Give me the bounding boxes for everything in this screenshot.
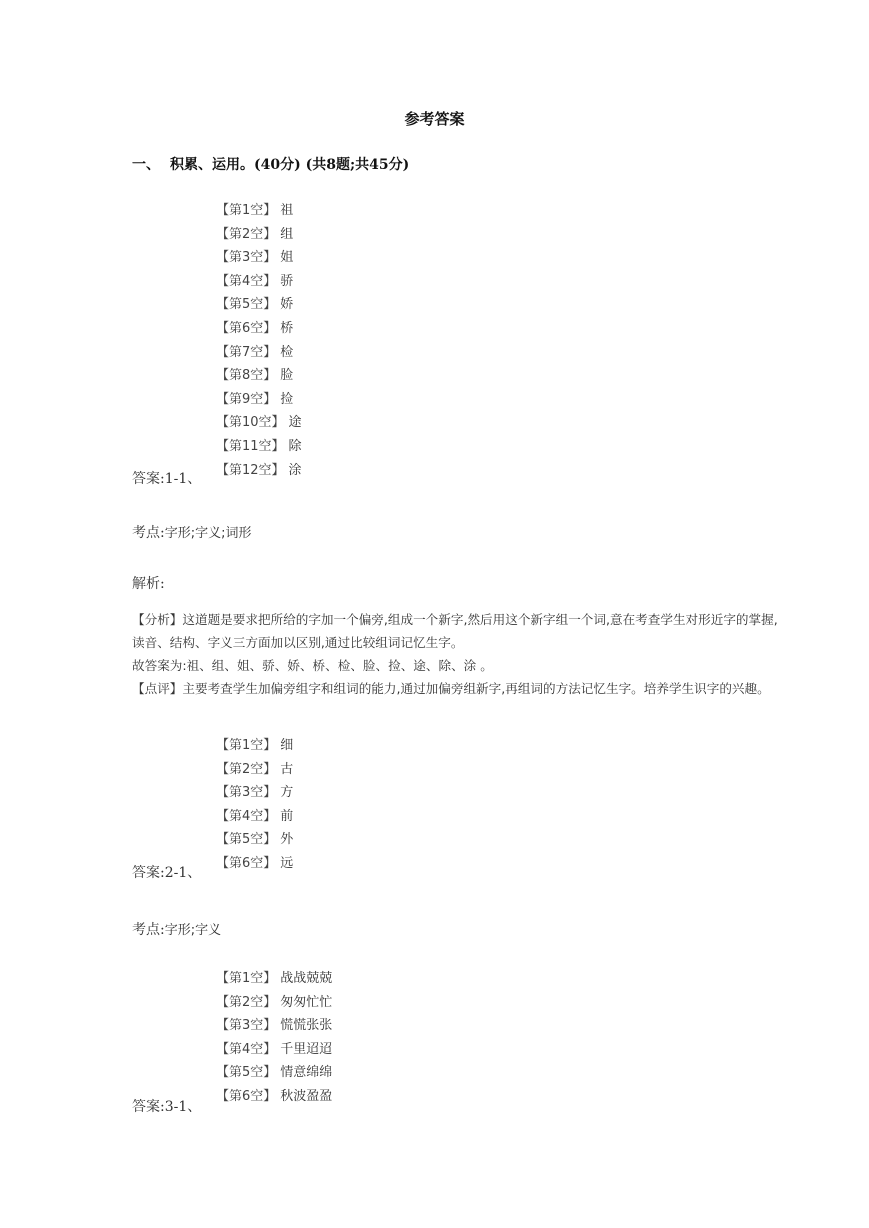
analysis-line: 读音、结构、字义三方面加以区别,通过比较组词记忆生字。 [132,635,464,650]
analysis-line: 故答案为:祖、组、姐、骄、娇、桥、检、脸、捡、途、除、涂 。 [132,658,493,673]
q1-kaodian [132,522,251,542]
blank-item: 【第6空】 秋波盈盈 [216,1088,333,1104]
analysis-line: 【点评】主要考查学生加偏旁组字和组词的能力,通过加偏旁组新字,再组词的方法记忆生字。培养学生识字的兴趣。 [132,681,770,696]
q3-blank-list [216,967,332,1109]
q3-answer-label: 答案:3-1、 [132,1099,202,1115]
blank-item: 【第3空】 姐 [216,250,294,266]
kaodian-label: 考点: [132,525,165,541]
blank-item: 【第4空】 前 [216,808,294,824]
blank-item: 【第10空】 途 [216,415,302,431]
blank-item: 【第1空】 细 [216,738,294,753]
q2-kaodian [132,919,221,939]
q2-blank-list [216,734,293,876]
analysis-line: 【分析】这道题是要求把所给的字加一个偏旁,组成一个新字,然后用这个新字组一个词,意在考查学生对形近字的掌握, [132,612,778,627]
page-title: 参考答案 [404,110,465,128]
blank-item: 【第11空】 除 [216,438,302,454]
blank-item: 【第4空】 骄 [216,273,294,289]
section-heading [132,154,409,174]
kaodian-label: 考点: [132,922,165,938]
q1-answer-label: 答案:1-1、 [132,471,202,487]
blank-item: 【第2空】 古 [216,761,294,777]
q2-answer-label: 答案:2-1、 [132,865,202,881]
q1-blank-list [216,199,302,482]
blank-item: 【第6空】 远 [216,855,294,871]
blank-item: 【第2空】 匆匆忙忙 [216,994,333,1010]
q1-analysis [132,608,869,700]
blank-item: 【第8空】 脸 [216,368,294,384]
blank-item: 【第12空】 涂 [216,462,302,478]
section-text: 积累、运用。(40分) (共8题;共45分) [170,157,410,173]
section-number: 一、 [132,157,160,173]
blank-item: 【第3空】 方 [216,785,294,801]
blank-item: 【第6空】 桥 [216,320,294,336]
blank-item: 【第2空】 组 [216,226,294,242]
blank-item: 【第7空】 检 [216,344,294,360]
blank-item: 【第1空】 战战兢兢 [216,971,333,986]
blank-item: 【第9空】 捡 [216,391,294,407]
blank-item: 【第5空】 情意绵绵 [216,1065,333,1081]
kaodian-value: 字形;字义 [164,923,222,938]
blank-item: 【第5空】 娇 [216,297,294,313]
blank-item: 【第1空】 祖 [216,203,294,218]
q1-jiexi-label: 解析: [132,576,165,592]
kaodian-value: 字形;字义;词形 [164,526,252,541]
blank-item: 【第5空】 外 [216,832,294,848]
blank-item: 【第3空】 慌慌张张 [216,1018,333,1034]
blank-item: 【第4空】 千里迢迢 [216,1041,333,1057]
